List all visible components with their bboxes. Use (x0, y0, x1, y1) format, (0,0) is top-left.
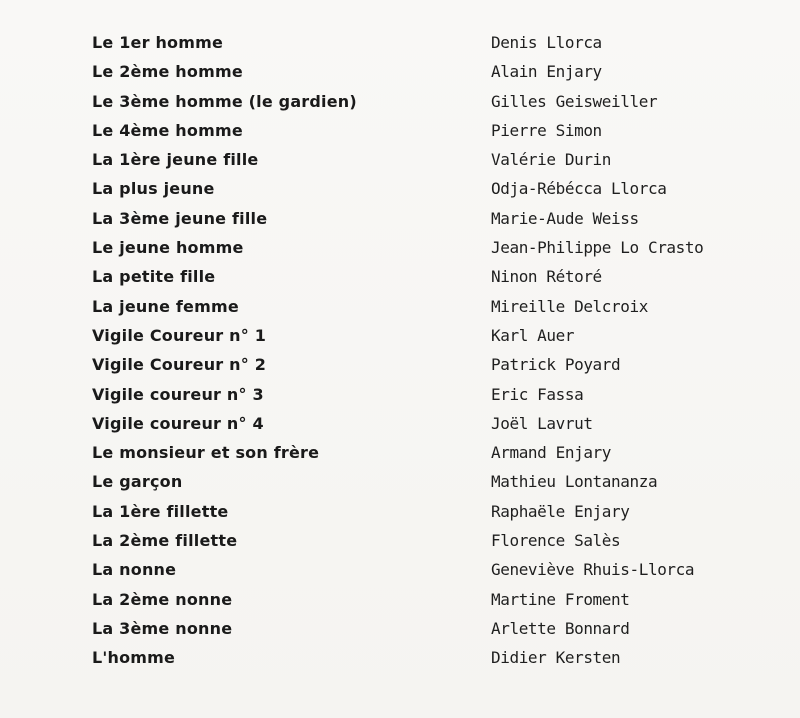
cast-list (0, 30, 800, 675)
role-name: Vigile coureur n° 3 (92, 384, 264, 404)
cast-row (0, 411, 800, 440)
actor-name: Ninon Rétoré (491, 267, 602, 287)
cast-row (0, 469, 800, 498)
role-name: Vigile coureur n° 4 (92, 413, 264, 433)
role-name: Le jeune homme (92, 238, 244, 258)
role-name: Le 3ème homme (le gardien) (92, 91, 357, 111)
role-name: La plus jeune (92, 179, 215, 199)
actor-name: Pierre Simon (491, 120, 602, 140)
actor-name: Raphaële Enjary (491, 501, 630, 521)
cast-row (0, 528, 800, 557)
cast-row (0, 645, 800, 674)
cast-row (0, 440, 800, 469)
cast-row (0, 147, 800, 176)
cast-row (0, 89, 800, 118)
role-name: La 2ème nonne (92, 589, 233, 609)
role-name: La 1ère jeune fille (92, 150, 259, 170)
actor-name: Karl Auer (491, 325, 575, 345)
cast-row (0, 499, 800, 528)
role-name: Le 4ème homme (92, 120, 243, 140)
role-name: L'homme (92, 648, 176, 668)
cast-row (0, 294, 800, 323)
actor-name: Odja-Rébécca Llorca (491, 179, 667, 199)
role-name: Vigile Coureur n° 2 (92, 355, 267, 375)
actor-name: Armand Enjary (491, 443, 612, 463)
actor-name: Geneviève Rhuis-Llorca (491, 560, 695, 580)
role-name: La 2ème fillette (92, 531, 238, 551)
cast-row (0, 323, 800, 352)
role-name: La petite fille (92, 267, 216, 287)
cast-row (0, 235, 800, 264)
role-name: La 3ème nonne (92, 618, 233, 638)
actor-name: Marie-Aude Weiss (491, 208, 639, 228)
cast-row (0, 382, 800, 411)
cast-row (0, 264, 800, 293)
actor-name: Jean-Philippe Lo Crasto (491, 238, 704, 258)
role-name: La nonne (92, 560, 177, 580)
role-name: Le monsieur et son frère (92, 443, 320, 463)
actor-name: Eric Fassa (491, 384, 584, 404)
actor-name: Patrick Poyard (491, 355, 621, 375)
role-name: Le 2ème homme (92, 62, 243, 82)
cast-row (0, 118, 800, 147)
actor-name: Didier Kersten (491, 648, 621, 668)
actor-name: Denis Llorca (491, 33, 602, 52)
actor-name: Gilles Geisweiller (491, 91, 658, 111)
actor-name: Mireille Delcroix (491, 296, 648, 316)
role-name: Le 1er homme (92, 33, 224, 52)
cast-row (0, 352, 800, 381)
actor-name: Joël Lavrut (491, 413, 593, 433)
actor-name: Martine Froment (491, 589, 630, 609)
role-name: La jeune femme (92, 296, 239, 316)
actor-name: Mathieu Lontananza (491, 472, 658, 492)
cast-row (0, 587, 800, 616)
role-name: Le garçon (92, 472, 183, 492)
cast-row (0, 176, 800, 205)
cast-row (0, 30, 800, 59)
role-name: La 1ère fillette (92, 501, 229, 521)
cast-row (0, 616, 800, 645)
cast-row (0, 59, 800, 88)
cast-row (0, 557, 800, 586)
actor-name: Arlette Bonnard (491, 618, 630, 638)
actor-name: Florence Salès (491, 531, 621, 551)
role-name: La 3ème jeune fille (92, 208, 268, 228)
actor-name: Valérie Durin (491, 150, 612, 170)
actor-name: Alain Enjary (491, 62, 602, 82)
cast-row (0, 206, 800, 235)
role-name: Vigile Coureur n° 1 (92, 325, 267, 345)
